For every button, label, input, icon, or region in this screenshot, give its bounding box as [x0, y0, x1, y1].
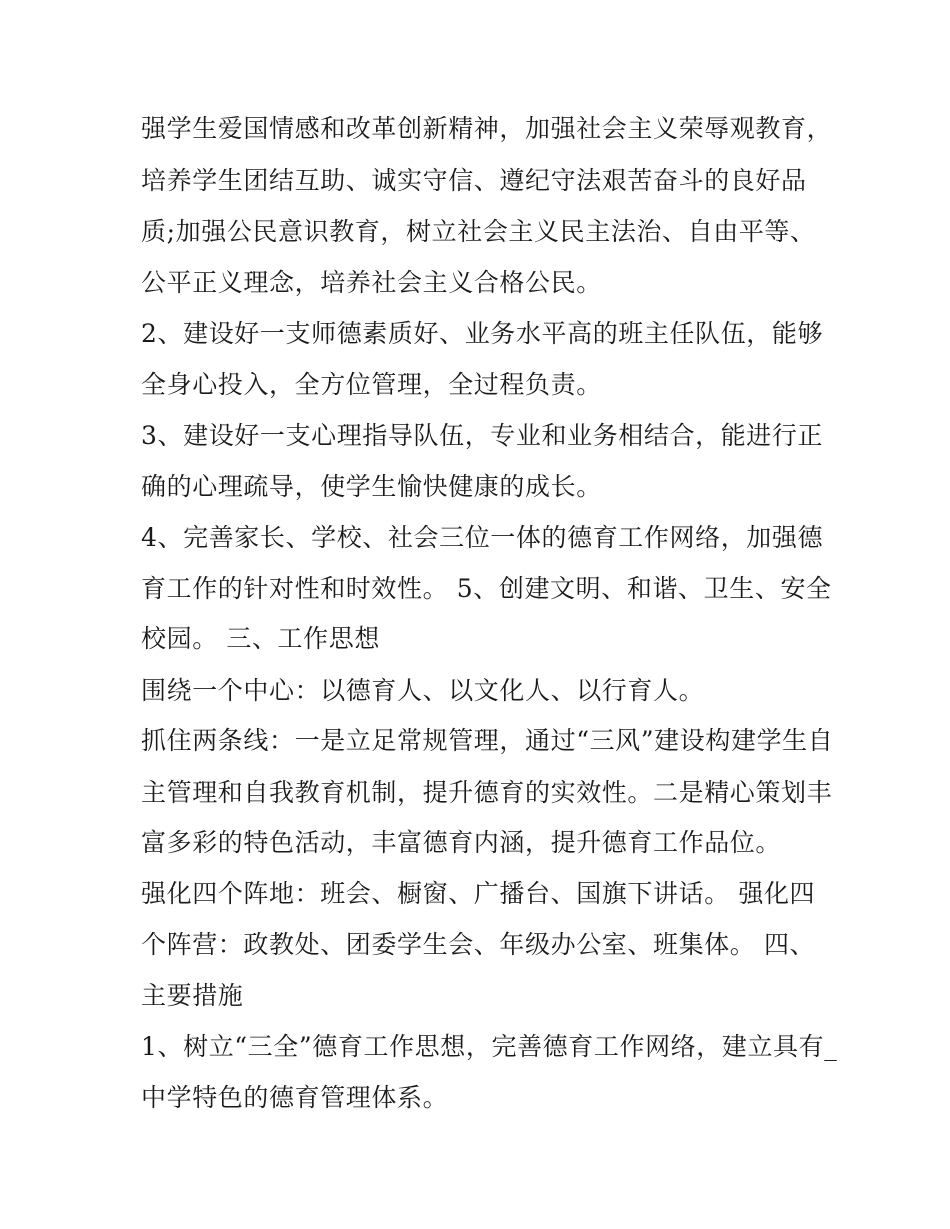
text-line: 1、树立“三全”德育工作思想，完善德育工作网络，建立具有_ [141, 1032, 838, 1061]
text-line: 校园。 三、工作思想 [141, 624, 380, 653]
text-line: 个阵营：政教处、团委学生会、年级办公室、班集体。 四、 [141, 930, 816, 959]
text-line: 质;加强公民意识教育，树立社会主义民主法治、自由平等、 [141, 217, 816, 246]
text-line: 强化四个阵地：班会、橱窗、广播台、国旗下讲话。 强化四 [141, 879, 816, 908]
text-line: 主要措施 [141, 981, 244, 1010]
text-line: 主管理和自我教育机制，提升德育的实效性。二是精心策划丰 [141, 778, 833, 807]
text-line: 强学生爱国情感和改革创新精神，加强社会主义荣辱观教育， [141, 114, 833, 143]
text-line: 抓住两条线：一是立足常规管理，通过“三风”建设构建学生自 [141, 726, 834, 755]
text-line: 2、建设好一支师德素质好、业务水平高的班主任队伍，能够 [141, 319, 824, 348]
text-line: 中学特色的德育管理体系。 [141, 1083, 449, 1112]
text-line: 围绕一个中心：以德育人、以文化人、以行育人。 [141, 676, 705, 705]
text-line: 育工作的针对性和时效性。 5、创建文明、和谐、卫生、安全 [141, 574, 832, 603]
text-line: 公平正义理念，培养社会主义合格公民。 [141, 268, 602, 297]
text-line: 4、完善家长、学校、社会三位一体的德育工作网络，加强德 [141, 523, 824, 552]
text-line: 3、建设好一支心理指导队伍，专业和业务相结合，能进行正 [141, 421, 824, 450]
text-line: 确的心理疏导，使学生愉快健康的成长。 [141, 472, 602, 501]
text-line: 全身心投入，全方位管理，全过程负责。 [141, 370, 602, 399]
text-line: 富多彩的特色活动，丰富德育内涵，提升德育工作品位。 [141, 828, 782, 857]
text-line: 培养学生团结互助、诚实守信、遵纪守法艰苦奋斗的良好品 [141, 166, 807, 195]
